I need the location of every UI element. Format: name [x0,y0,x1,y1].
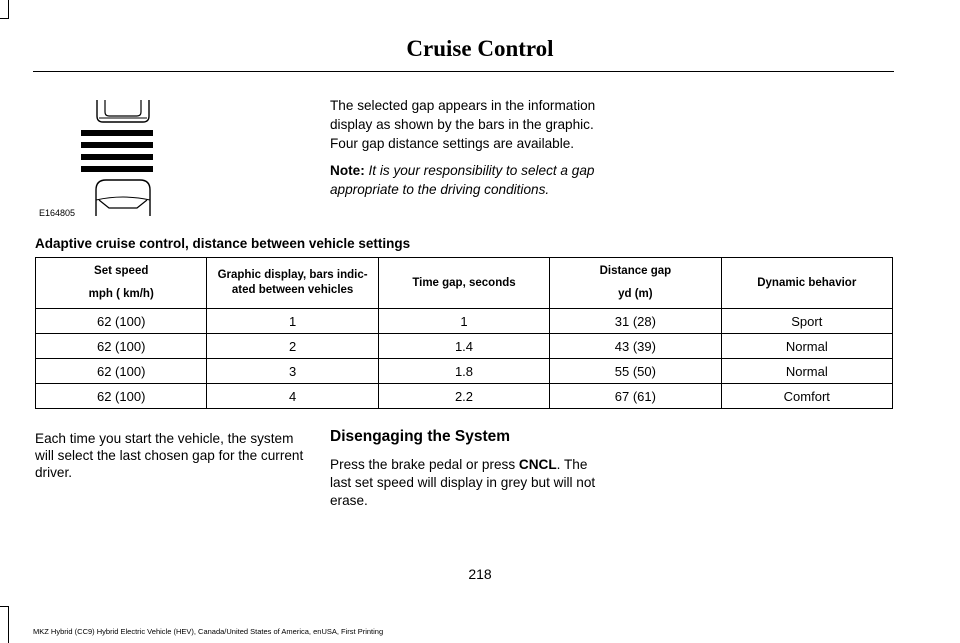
left-paragraph: Each time you start the vehicle, the system will select the last chosen gap for the current driver. [35,431,304,480]
note-label: Note: [330,163,365,178]
cell-bars: 4 [207,384,378,409]
header-distance-label: Distance gap [599,265,672,277]
header-distance-unit: yd (m) [618,288,653,300]
following-distance-bars-icon [33,90,173,222]
crop-mark-bottom-left-v [8,606,9,643]
table-header-row [36,258,893,309]
header-set-speed-label: Set speed [94,265,149,277]
note [330,161,610,199]
gap-bar-4 [81,166,153,172]
cell-time: 2.2 [378,384,549,409]
cell-distance: 67 (61) [550,384,721,409]
page-title: Cruise Control [406,36,554,61]
title-rule [33,71,894,72]
figure-code: E164805 [39,208,76,218]
cell-behavior: Normal [721,359,892,384]
intro-text [330,96,610,207]
header-distance-gap [550,258,721,309]
header-time-gap: Time gap, seconds [378,258,549,309]
cell-distance: 43 (39) [550,334,721,359]
cell-distance: 31 (28) [550,309,721,334]
disengage-text-after: . The last set speed will display in grey but will not erase. [330,457,596,508]
header-set-speed [36,258,207,309]
gap-bar-3 [81,154,153,160]
crop-mark-bottom-left-h [0,606,9,607]
cell-time: 1 [378,309,549,334]
note-text: It is your responsibility to select a gap appropriate to the driving conditions. [330,163,595,197]
cncl-keyword: CNCL [518,457,557,472]
header-speed-unit: mph ( km/h) [88,288,154,300]
table-row [36,334,893,359]
disengaging-section [330,428,610,510]
page-number: 218 [468,566,492,582]
following-distance-figure [33,90,173,222]
cell-bars: 2 [207,334,378,359]
cell-time: 1.8 [378,359,549,384]
cell-bars: 1 [207,309,378,334]
cell-distance: 55 (50) [550,359,721,384]
cell-speed: 62 (100) [36,334,207,359]
cell-speed: 62 (100) [36,309,207,334]
gap-bar-2 [81,142,153,148]
header-graphic-display: Graphic display, bars indic-ated between vehicles [207,258,378,309]
cell-time: 1.4 [378,334,549,359]
table-row [36,309,893,334]
disengage-text-before: Press the brake pedal or press [330,457,519,472]
header-dynamic-behavior: Dynamic behavior [721,258,892,309]
cell-behavior: Normal [721,334,892,359]
section-heading: Disengaging the System [330,428,511,445]
table-row [36,359,893,384]
intro-paragraph: The selected gap appears in the information display as shown by the bars in the graphic. Four gap distance settings are available. [330,98,596,151]
cell-behavior: Comfort [721,384,892,409]
gap-bar-1 [81,130,153,136]
footer-text: MKZ Hybrid (CC9) Hybrid Electric Vehicle (HEV), Canada/United States of America, enUSA, First Printing [33,627,384,636]
cell-speed: 62 (100) [36,384,207,409]
table-caption: Adaptive cruise control, distance between vehicle settings [35,236,411,251]
table-row [36,384,893,409]
cell-speed: 62 (100) [36,359,207,384]
crop-mark-top-left-h [0,18,9,19]
cell-behavior: Sport [721,309,892,334]
cell-bars: 3 [207,359,378,384]
disengage-paragraph [330,456,610,510]
crop-mark-top-left-v [8,0,9,18]
gap-settings-table [35,257,893,409]
